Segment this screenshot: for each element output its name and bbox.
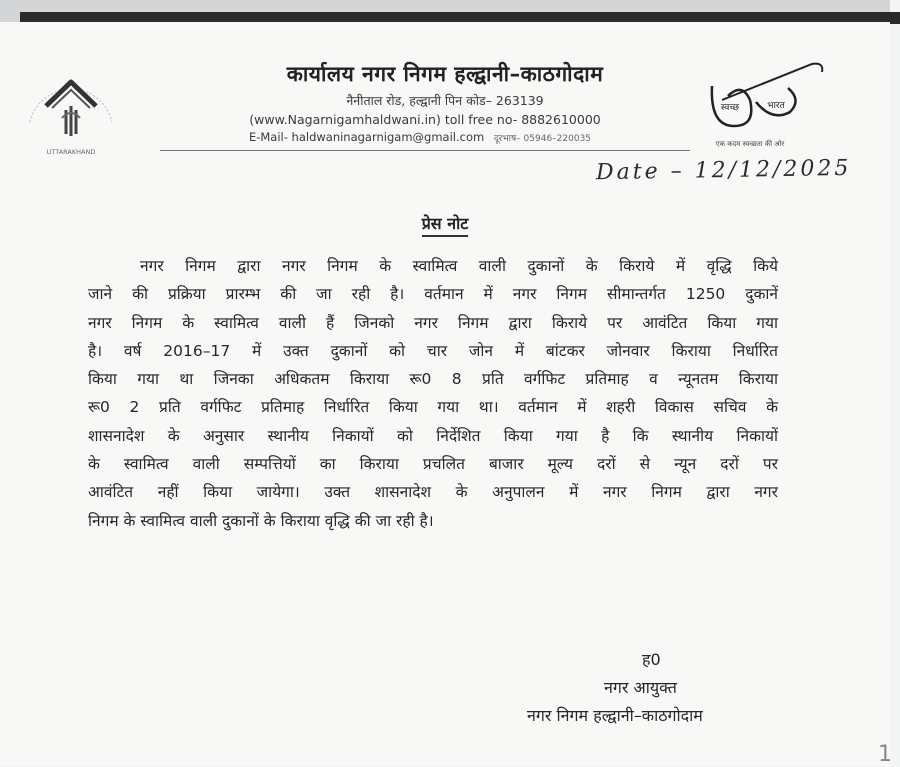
swachh-tagline: एक कदम स्वच्छता की ओर [715, 140, 785, 148]
page-corner-mark: 1 [878, 742, 892, 767]
office-website-tollfree: (www.Nagarnigamhaldwani.in) toll free no- 8882610000 [249, 112, 601, 127]
body-line: के स्वामित्व वाली सम्पत्तियों का किराया प्रचलित बाजार मूल्य दरों से न्यून दरों पर [88, 455, 778, 474]
office-name-heading: कार्यालय नगर निगम हल्द्वानी–काठगोदाम [286, 62, 604, 86]
office-address: नैनीताल रोड, हल्द्वानी पिन कोड– 263139 [346, 93, 544, 108]
signatory-office: नगर निगम हल्द्वानी–काठगोदाम [527, 706, 703, 725]
swachh-word: स्वच्छ [720, 103, 740, 113]
body-line: है। वर्ष 2016–17 में उक्त दुकानों को चार जोन में बांटकर जोनवार किराया निर्धारित [88, 341, 778, 360]
body-line: आवंटित नहीं किया जायेगा। उक्त शासनादेश के अनुपालन में नगर निगम द्वारा नगर [88, 483, 778, 502]
handwritten-date: Date – 12/12/2025 [595, 155, 852, 186]
office-email: E-Mail- haldwaninagarnigam@gmail.com [248, 130, 485, 144]
body-line: नगर निगम द्वारा नगर निगम के स्वामित्व वाली दुकानों के किराये में वृद्धि किये [140, 257, 778, 275]
signature-mark: ह0 [642, 650, 661, 669]
body-line: जाने की प्रक्रिया प्रारम्भ की जा रही है। वर्तमान में नगर निगम सीमान्तर्गत 1250 दुकानें [88, 285, 778, 304]
signatory-designation: नगर आयुक्त [604, 678, 677, 697]
office-phone: दूरभाष– 05946–220035 [493, 134, 592, 144]
body-line: रू0 2 प्रति वर्गफिट प्रतिमाह निर्धारित किया गया था। वर्तमान में शहरी विकास सचिव के [88, 398, 778, 417]
press-note-body [88, 252, 778, 535]
body-line: नगर निगम के स्वामित्व वाली हैं जिनको नगर निगम द्वारा किराये पर आवंटित किया गया [88, 313, 778, 332]
body-line: निगम के स्वामित्व वाली दुकानों के किराया वृद्धि की जा रही है। [88, 511, 434, 530]
body-line: शासनादेश के अनुसार स्थानीय निकायों को निर्देशित किया गया है कि स्थानीय निकायों [88, 426, 778, 445]
emblem-caption: UTTARAKHAND [46, 148, 96, 156]
press-note-title-text: प्रेस नोट [422, 214, 469, 237]
bharat-word: भारत [767, 101, 785, 111]
press-note-title [0, 212, 890, 234]
body-line: किया गया था जिनका अधिकतम किराया रू0 8 प्रति वर्गफिट प्रतिमाह व न्यूनतम किराया [88, 370, 778, 389]
swachh-bharat-logo [692, 56, 842, 154]
header-divider [160, 150, 690, 151]
